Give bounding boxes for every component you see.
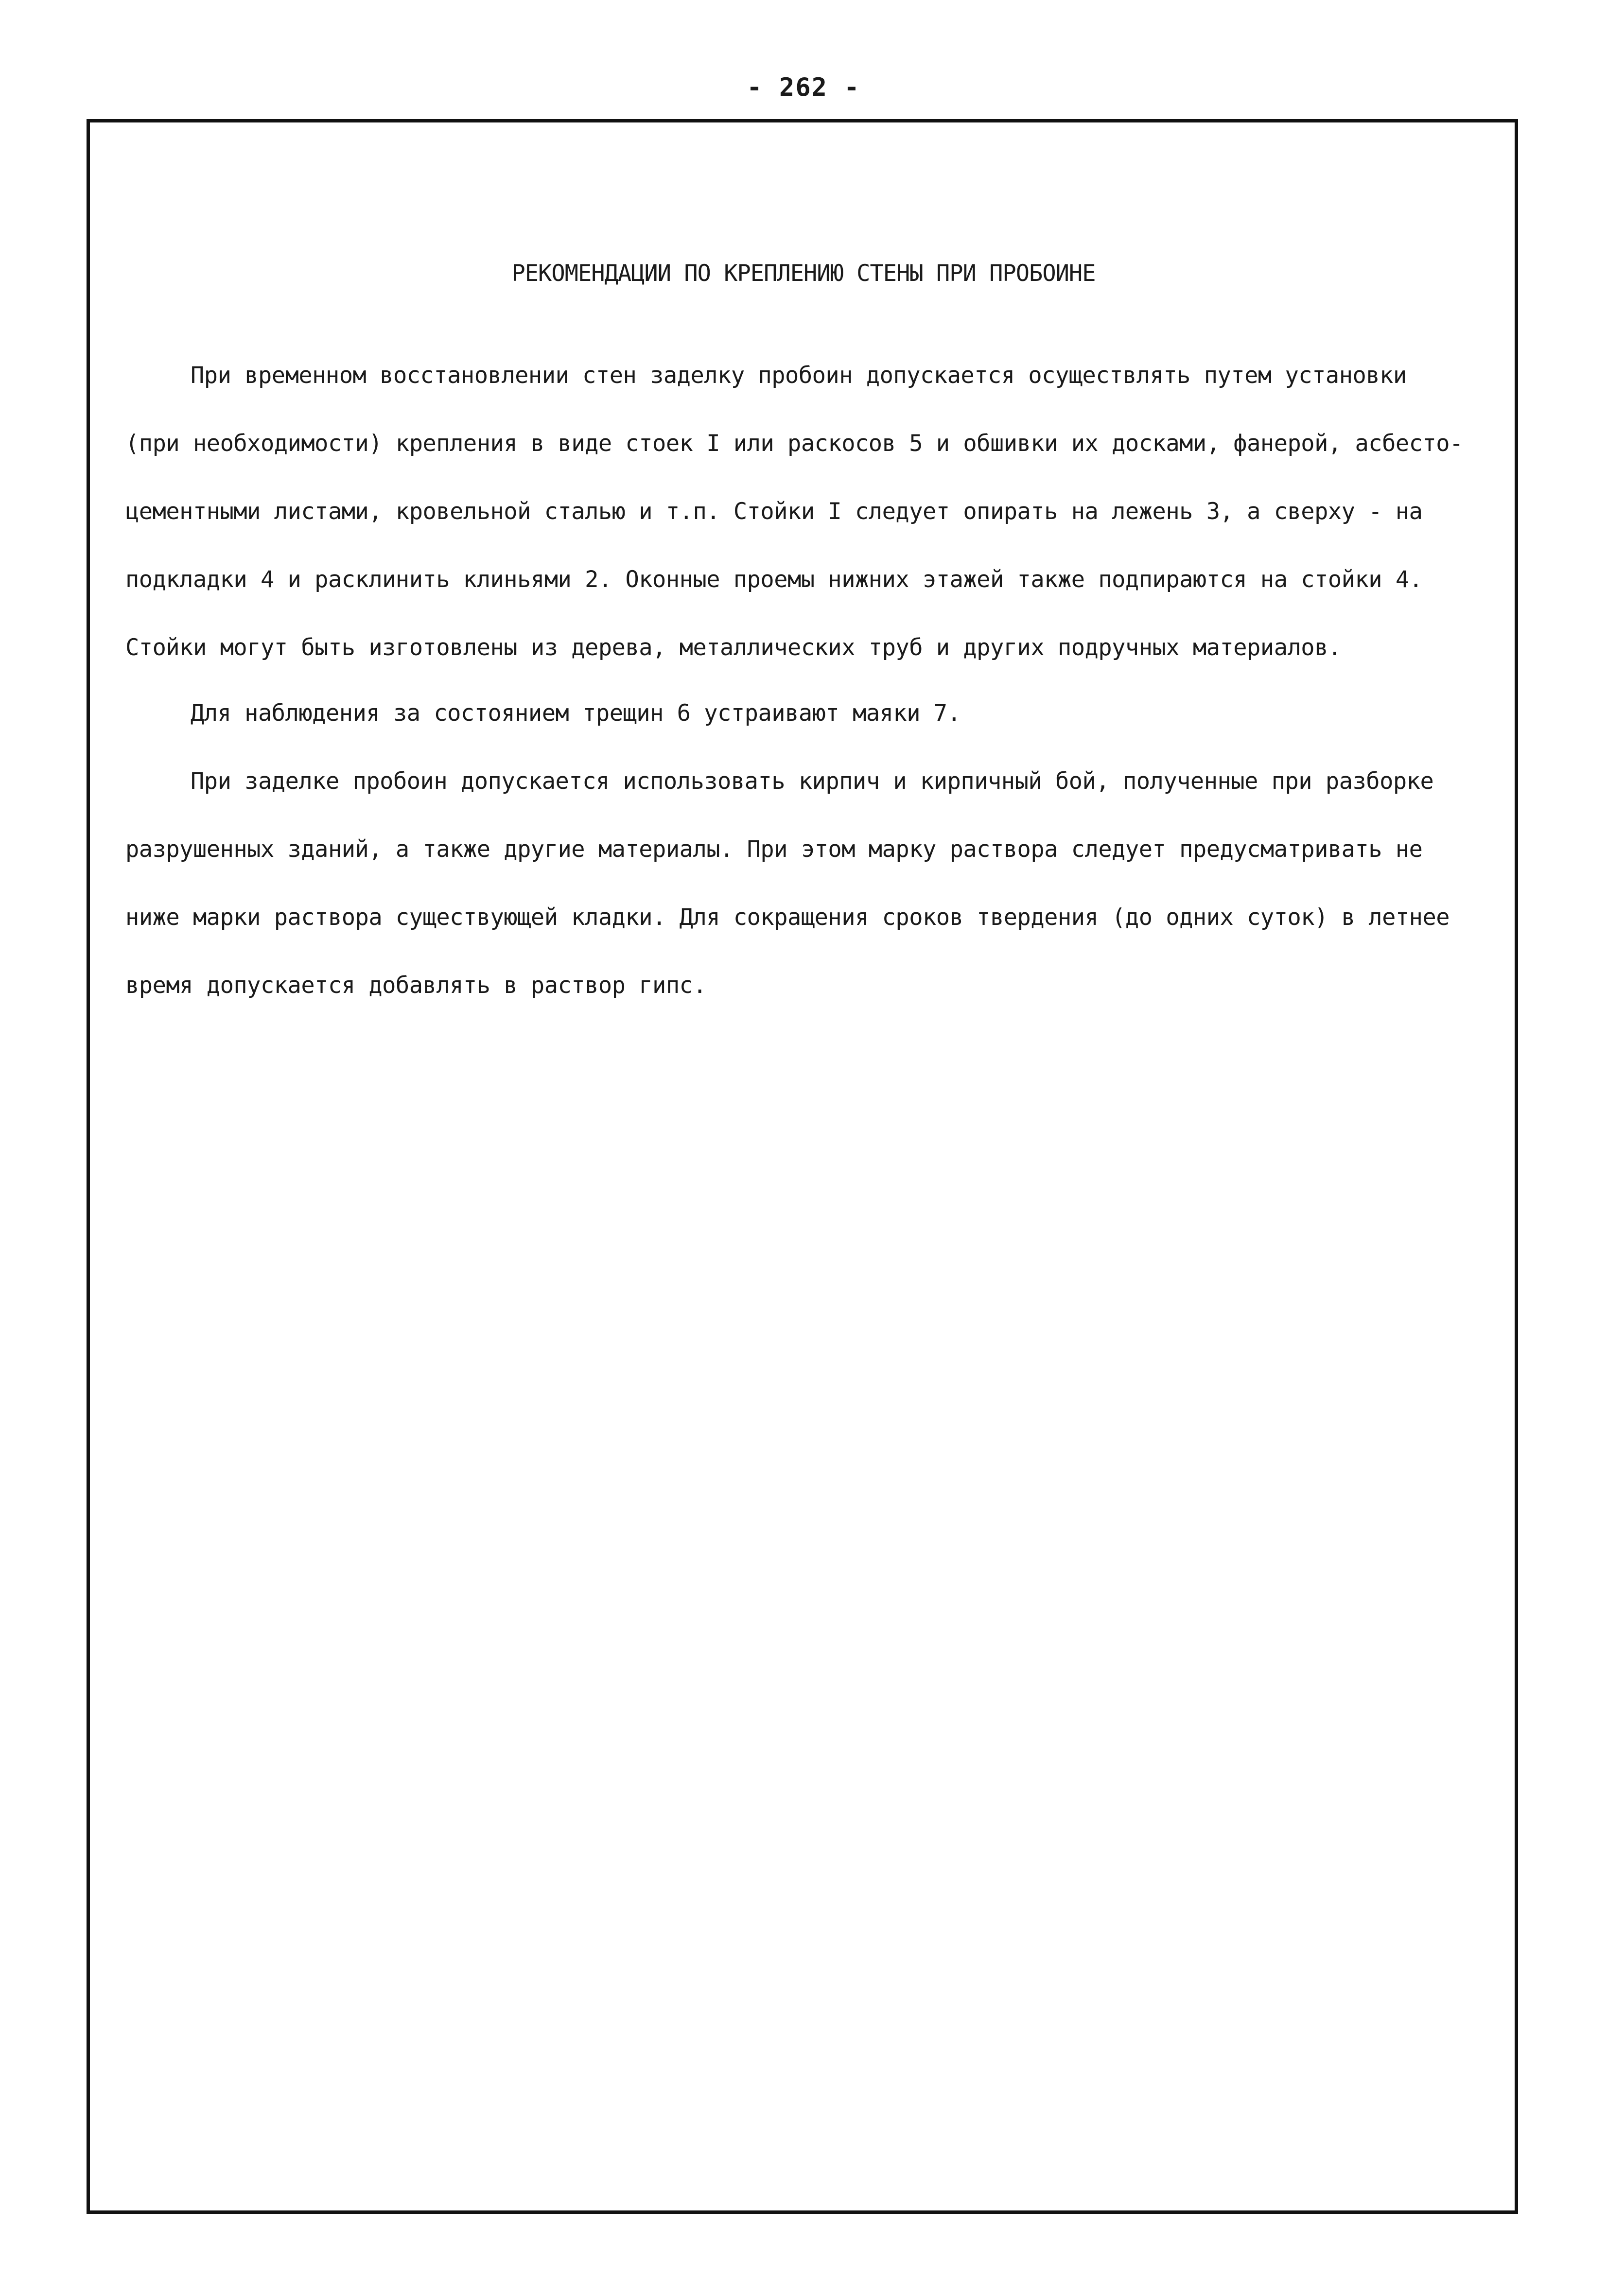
paragraph-1-line-4: подкладки 4 и расклинить клиньями 2. Оконные проемы нижних этажей также подпираются на стойки 4. (125, 566, 1423, 593)
paragraph-3-line-2: разрушенных зданий, а также другие материалы. При этом марку раствора следует предусматривать не (125, 836, 1423, 863)
paragraph-3-line-3: ниже марки раствора существующей кладки. Для сокращения сроков твердения (до одних суток) в летнее (125, 904, 1450, 931)
document-title: РЕКОМЕНДАЦИИ ПО КРЕПЛЕНИЮ СТЕНЫ ПРИ ПРОБОИНЕ (511, 260, 1096, 287)
paragraph-1-line-5: Стойки могут быть изготовлены из дерева, металлических труб и других подручных материалов. (125, 634, 1342, 661)
paragraph-2-line-1: Для наблюдения за состоянием трещин 6 устраивают маяки 7. (191, 700, 961, 727)
paragraph-3-line-4: время допускается добавлять в раствор гипс. (125, 972, 707, 999)
paragraph-1-line-2: (при необходимости) крепления в виде стоек I или раскосов 5 и обшивки их досками, фанерой, асбесто- (125, 430, 1463, 457)
page-number: - 262 - (747, 73, 860, 102)
paragraph-1-line-1: При временном восстановлении стен заделку пробоин допускается осуществлять путем установки (191, 362, 1407, 389)
paragraph-1-line-3: цементными листами, кровельной сталью и т.п. Стойки I следует опирать на лежень 3, а сверху - на (125, 498, 1423, 525)
paragraph-3-line-1: При заделке пробоин допускается использовать кирпич и кирпичный бой, полученные при разборке (191, 768, 1434, 795)
